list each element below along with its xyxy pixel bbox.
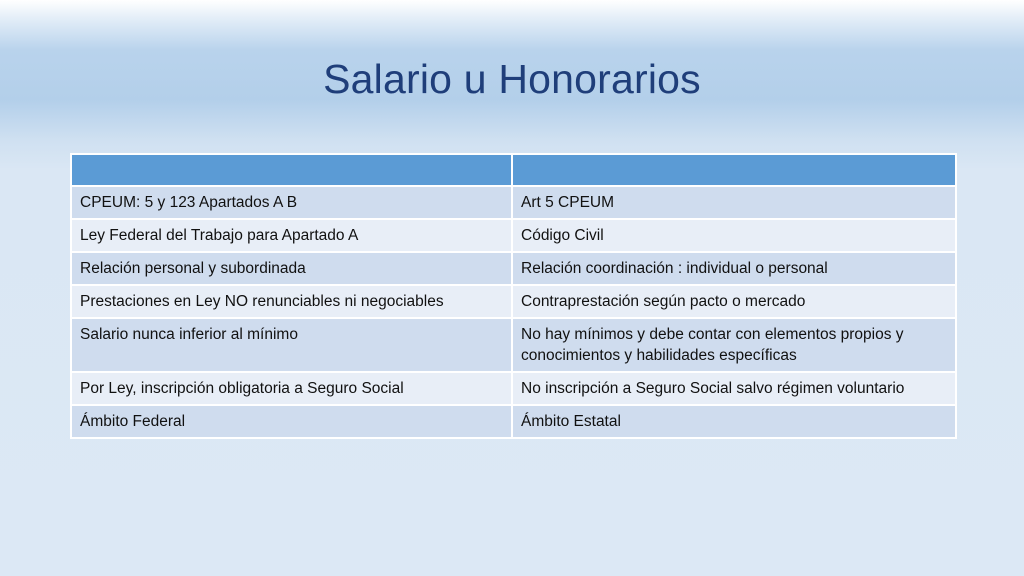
table-cell-honorarios: No inscripción a Seguro Social salvo régimen voluntario: [512, 372, 956, 405]
table-row: [71, 252, 956, 285]
table-cell-salario: Prestaciones en Ley NO renunciables ni negociables: [71, 285, 512, 318]
table-row: [71, 186, 956, 219]
table-cell-salario: Ley Federal del Trabajo para Apartado A: [71, 219, 512, 252]
table-row: [71, 318, 956, 372]
table-cell-honorarios: Art 5 CPEUM: [512, 186, 956, 219]
table-cell-salario: Relación personal y subordinada: [71, 252, 512, 285]
table-row: [71, 405, 956, 438]
slide-title: Salario u Honorarios: [323, 56, 701, 102]
comparison-table: [70, 153, 957, 439]
table-row: [71, 372, 956, 405]
table-cell-honorarios: Contraprestación según pacto o mercado: [512, 285, 956, 318]
table-cell-salario: CPEUM: 5 y 123 Apartados A B: [71, 186, 512, 219]
table-header-cell-left: [71, 154, 512, 186]
table-row: [71, 285, 956, 318]
table-cell-salario: Por Ley, inscripción obligatoria a Seguro Social: [71, 372, 512, 405]
table-cell-honorarios: No hay mínimos y debe contar con elementos propios y conocimientos y habilidades específicas: [512, 318, 956, 372]
table-cell-honorarios: Ámbito Estatal: [512, 405, 956, 438]
table-header-row: [71, 154, 956, 186]
table-cell-honorarios: Código Civil: [512, 219, 956, 252]
table-cell-salario: Salario nunca inferior al mínimo: [71, 318, 512, 372]
table-header-cell-right: [512, 154, 956, 186]
table-cell-salario: Ámbito Federal: [71, 405, 512, 438]
table-cell-honorarios: Relación coordinación : individual o personal: [512, 252, 956, 285]
table-row: [71, 219, 956, 252]
